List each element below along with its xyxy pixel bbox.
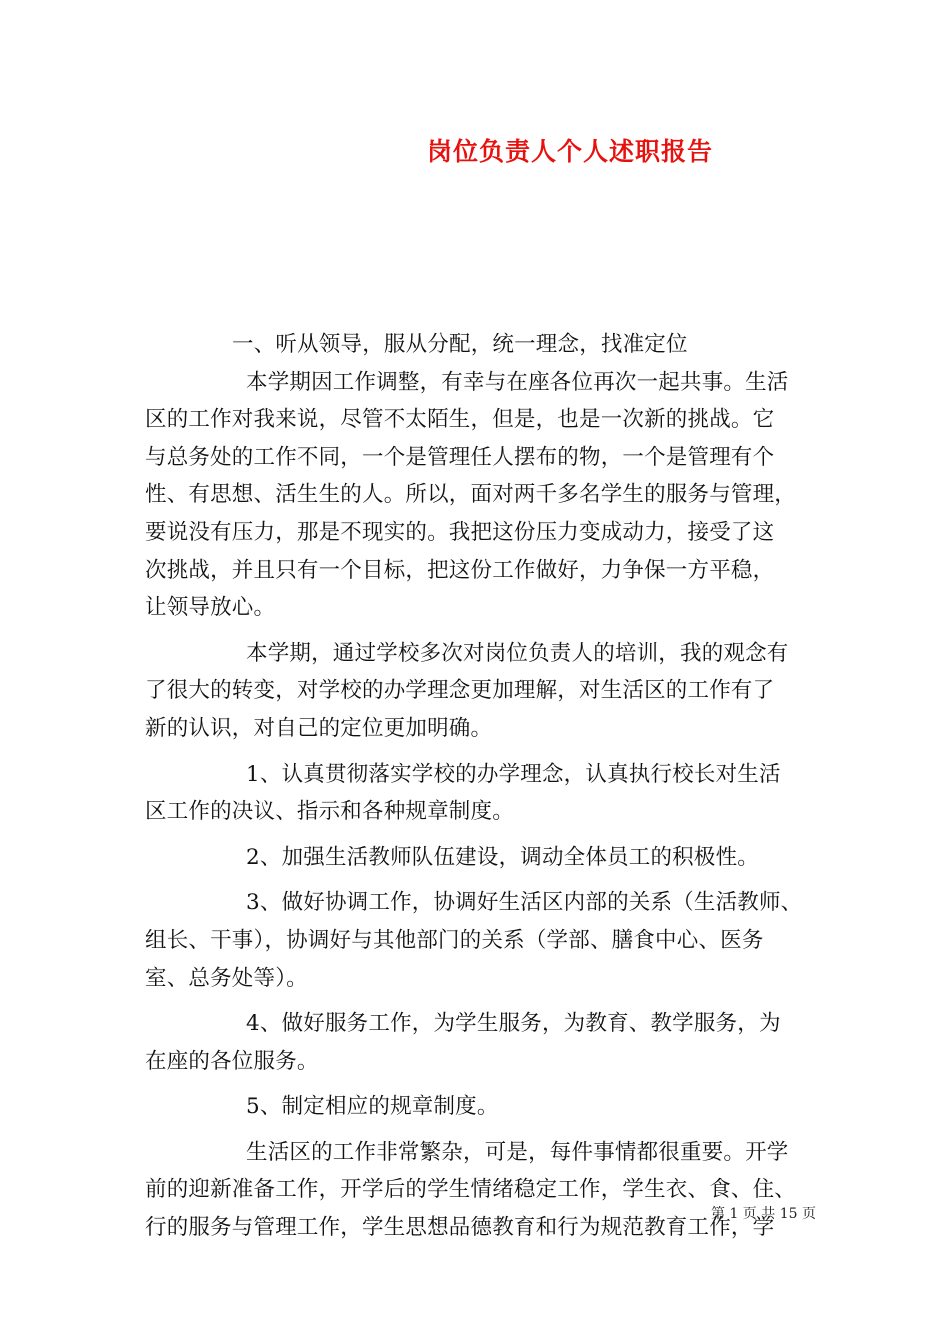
paragraph-1-line: 性、有思想、活生生的人。所以，面对两千多名学生的服务与管理，	[145, 482, 797, 508]
paragraph-3-line: 前的迎新准备工作，开学后的学生情绪稳定工作，学生衣、食、住、	[145, 1177, 797, 1203]
paragraph-2-line: 了很大的转变，对学校的办学理念更加理解，对生活区的工作有了	[145, 678, 775, 704]
paragraph-1-line: 本学期因工作调整，有幸与在座各位再次一起共事。生活	[246, 369, 789, 395]
document-title	[0, 132, 950, 168]
list-item-4-line: 在座的各位服务。	[145, 1048, 319, 1074]
paragraph-1-line: 次挑战，并且只有一个目标，把这份工作做好，力争保一方平稳，	[145, 557, 775, 583]
list-item-1-line: 区工作的决议、指示和各种规章制度。	[145, 799, 514, 825]
list-item-2: 2、加强生活教师队伍建设，调动全体员工的积极性。	[246, 844, 759, 870]
document-body	[145, 326, 810, 1247]
section-heading: 一、听从领导，服从分配，统一理念，找准定位	[232, 332, 688, 357]
list-item-1-line: 1、认真贯彻落实学校的办学理念，认真执行校长对生活	[246, 761, 781, 787]
list-item-4-line: 4、做好服务工作，为学生服务，为教育、教学服务，为	[246, 1011, 781, 1037]
document-title-text: 岗位负责人个人述职报告	[426, 137, 713, 166]
paragraph-2-line: 新的认识，对自己的定位更加明确。	[145, 715, 493, 741]
paragraph-1-line: 区的工作对我来说，尽管不太陌生，但是，也是一次新的挑战。它	[145, 407, 775, 433]
paragraph-1-line: 让领导放心。	[145, 595, 276, 621]
list-item-3-line: 组长、干事），协调好与其他部门的关系（学部、膳食中心、医务	[145, 927, 764, 953]
paragraph-2-line: 本学期，通过学校多次对岗位负责人的培训，我的观念有	[246, 640, 789, 666]
paragraph-3-line: 生活区的工作非常繁杂，可是，每件事情都很重要。开学	[246, 1139, 789, 1165]
list-item-3-line: 室、总务处等）。	[145, 965, 308, 991]
page-number-footer: 第 1 页 共 15 页	[711, 1206, 816, 1222]
list-item-5: 5、制定相应的规章制度。	[246, 1094, 499, 1120]
paragraph-1-line: 要说没有压力，那是不现实的。我把这份压力变成动力，接受了这	[145, 519, 775, 545]
paragraph-1-line: 与总务处的工作不同，一个是管理任人摆布的物，一个是管理有个	[145, 444, 775, 470]
list-item-3-line: 3、做好协调工作，协调好生活区内部的关系（生活教师、	[246, 890, 803, 916]
paragraph-3-line: 行的服务与管理工作，学生思想品德教育和行为规范教育工作，学	[145, 1215, 775, 1241]
